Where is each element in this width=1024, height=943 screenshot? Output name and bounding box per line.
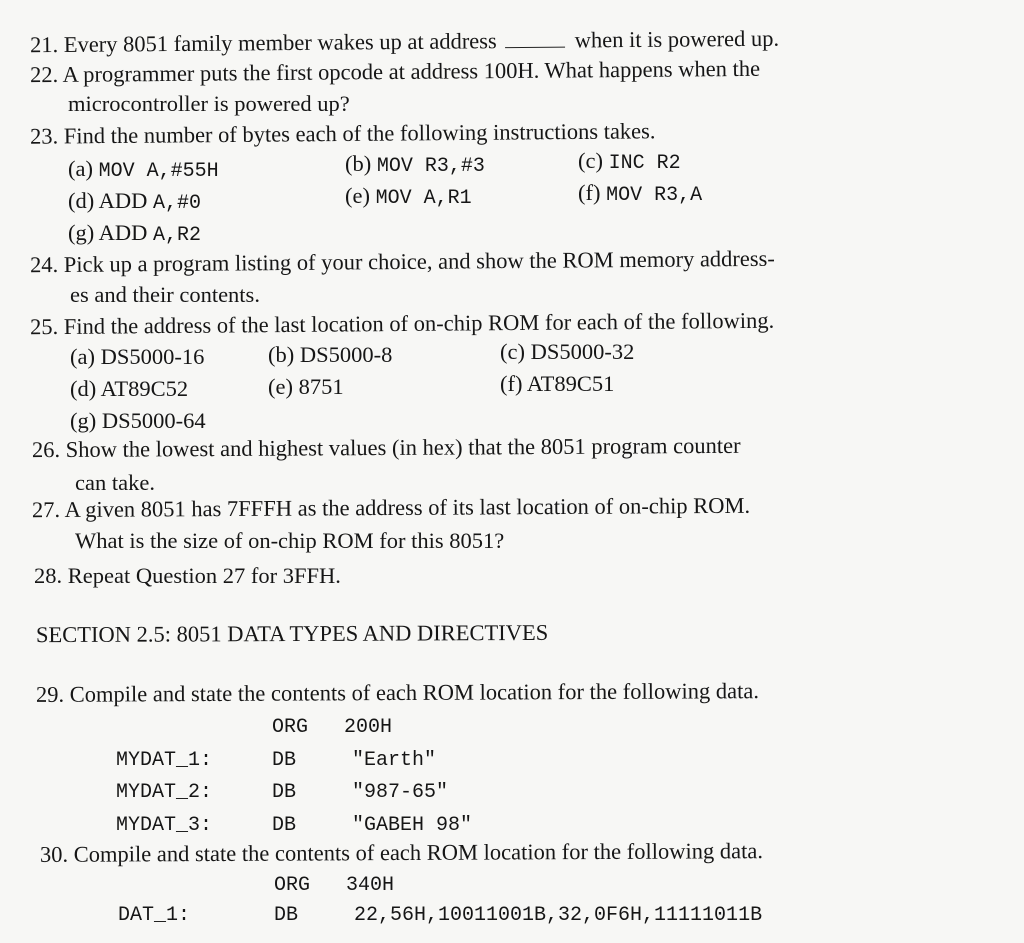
option-text: DS5000-8 <box>299 342 393 367</box>
question-number: 29. <box>35 681 65 707</box>
instruction-code: MOV R3,A <box>606 184 703 207</box>
question-24-continued: es and their contents. <box>70 282 260 307</box>
instruction-mnemonic: ADD <box>98 220 148 245</box>
code-op: DB <box>272 814 297 837</box>
option-23f <box>578 182 702 206</box>
section-heading: SECTION 2.5: 8051 DATA TYPES AND DIRECTIVES <box>35 619 549 648</box>
code-org-29 <box>272 718 392 738</box>
question-number: 26. <box>31 436 61 463</box>
option-label: (g) <box>70 408 97 433</box>
question-23 <box>30 120 656 148</box>
question-number: 21. <box>29 32 59 58</box>
question-27-continued: What is the size of on-chip ROM for this 8051? <box>75 528 505 553</box>
question-text: A programmer puts the first opcode at address 100H. What happens when the <box>62 55 761 87</box>
question-number: 25. <box>29 314 59 340</box>
instruction-code: INC R2 <box>608 152 681 175</box>
question-text: Compile and state the contents of each ROM location for the following data. <box>69 678 760 707</box>
code-value: "GABEH 98" <box>352 814 473 837</box>
code-row-29-2 <box>116 783 448 803</box>
option-label: (b) <box>268 342 295 367</box>
question-number: 28. <box>34 563 63 588</box>
code-org-30 <box>274 876 394 896</box>
option-label: (a) <box>68 156 93 181</box>
question-28 <box>34 565 341 588</box>
instruction-code: A,R2 <box>153 224 202 247</box>
code-label: MYDAT_2: <box>116 781 213 804</box>
option-text: DS5000-32 <box>530 339 635 364</box>
instruction-code: A,#0 <box>153 192 202 215</box>
option-23a <box>68 158 219 182</box>
option-25g <box>70 410 206 433</box>
question-text: Repeat Question 27 for 3FFH. <box>67 563 341 588</box>
directive-value: 340H <box>346 874 395 897</box>
option-23c <box>578 150 681 174</box>
question-26-continued: can take. <box>75 470 155 495</box>
question-number: 30. <box>39 841 69 867</box>
option-label: (d) <box>70 376 97 401</box>
question-22 <box>29 55 761 88</box>
question-text: A given 8051 has 7FFFH as the address of its last location of on-chip ROM. <box>64 492 751 522</box>
option-text: 8751 <box>298 374 344 399</box>
option-25f <box>500 373 614 396</box>
instruction-code: MOV A,R1 <box>375 187 472 210</box>
code-value: "987-65" <box>352 781 449 804</box>
option-label: (g) <box>68 220 95 245</box>
question-text: when it is powered up. <box>574 25 780 53</box>
question-text: Find the address of the last location of on-chip ROM for each of the following. <box>63 307 775 339</box>
option-23e <box>345 185 472 209</box>
option-label: (e) <box>345 183 370 208</box>
instruction-code: MOV A,#55H <box>98 160 219 183</box>
code-row-29-3 <box>116 816 472 836</box>
option-label: (c) <box>578 148 603 173</box>
option-23g <box>68 222 201 246</box>
question-number: 23. <box>29 123 59 149</box>
option-label: (f) <box>500 371 523 396</box>
code-row-30-1 <box>118 906 762 926</box>
code-op: DB <box>274 904 299 927</box>
option-label: (b) <box>345 151 372 176</box>
option-25b <box>268 344 392 367</box>
question-25 <box>29 307 775 340</box>
question-21 <box>30 27 779 57</box>
code-row-29-1 <box>116 751 436 771</box>
option-text: AT89C51 <box>526 371 615 396</box>
question-text: Compile and state the contents of each ROM location for the following data. <box>73 838 764 867</box>
question-27 <box>31 492 751 523</box>
directive: ORG <box>272 716 309 739</box>
question-text: Pick up a program listing of your choice, and show the ROM memory address- <box>63 245 775 277</box>
question-number: 22. <box>29 61 59 88</box>
question-24 <box>29 245 775 278</box>
option-label: (c) <box>500 339 525 364</box>
question-29 <box>36 680 759 706</box>
question-number: 27. <box>31 497 61 523</box>
instruction-mnemonic: ADD <box>98 188 148 213</box>
option-23d <box>68 190 201 214</box>
option-25d <box>70 378 188 401</box>
option-label: (a) <box>70 344 95 369</box>
option-23b <box>345 153 485 177</box>
option-25a <box>70 346 204 369</box>
code-op: DB <box>272 749 297 772</box>
answer-blank <box>505 29 565 49</box>
code-label: MYDAT_3: <box>116 814 213 837</box>
question-text: Every 8051 family member wakes up at address <box>63 28 497 57</box>
directive-value: 200H <box>344 716 393 739</box>
code-value: 22,56H,10011001B,32,0F6H,11111011B <box>354 904 763 927</box>
question-26 <box>31 432 741 463</box>
directive: ORG <box>274 874 311 897</box>
instruction-code: MOV R3,#3 <box>376 155 485 178</box>
code-label: DAT_1: <box>118 904 191 927</box>
question-text: Show the lowest and highest values (in hex) that the 8051 program counter <box>65 432 741 462</box>
option-label: (d) <box>68 188 95 213</box>
option-25e <box>268 376 344 399</box>
code-label: MYDAT_1: <box>116 749 213 772</box>
option-text: DS5000-16 <box>100 344 205 369</box>
option-label: (f) <box>578 180 601 205</box>
option-text: AT89C52 <box>100 376 189 401</box>
option-text: DS5000-64 <box>101 408 206 433</box>
option-label: (e) <box>268 374 293 399</box>
question-number: 24. <box>29 252 59 278</box>
question-22-continued: microcontroller is powered up? <box>68 91 350 116</box>
code-op: DB <box>272 781 297 804</box>
option-25c <box>500 341 634 364</box>
question-text: Find the number of bytes each of the following instructions takes. <box>63 118 656 149</box>
question-30 <box>40 840 763 866</box>
code-value: "Earth" <box>352 749 437 772</box>
